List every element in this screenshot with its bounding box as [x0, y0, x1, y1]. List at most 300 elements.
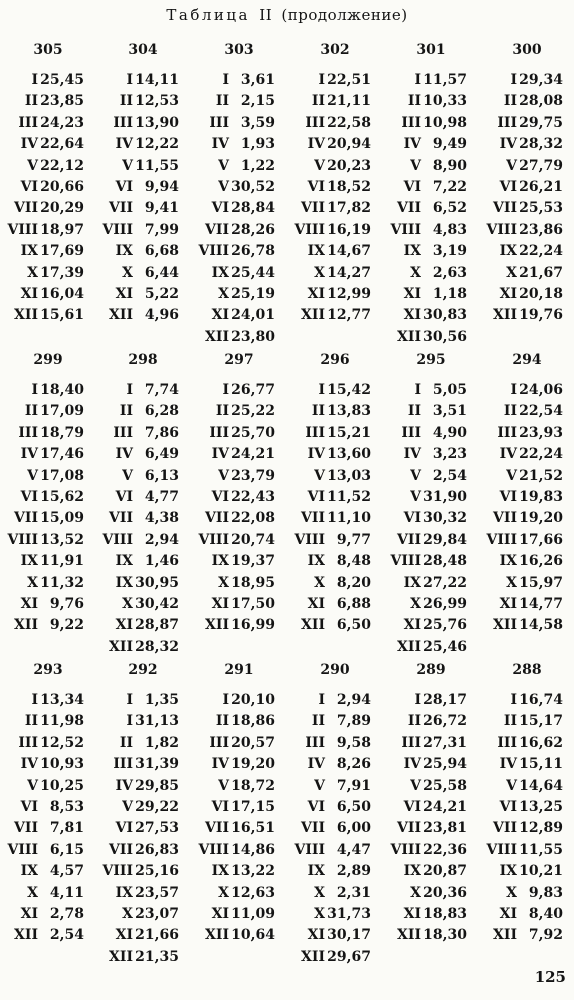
day-value: 30,42 — [135, 596, 179, 612]
table-row — [287, 735, 383, 756]
day-value: 17,50 — [231, 596, 275, 612]
month-numeral: IV — [115, 136, 133, 153]
day-value: 6,68 — [144, 243, 179, 260]
table-row — [287, 820, 383, 841]
day-value: 8,20 — [336, 574, 371, 591]
month-numeral: X — [27, 264, 38, 281]
table-row — [95, 200, 191, 221]
month-numeral: I — [126, 713, 133, 730]
month-numeral: XI — [403, 906, 421, 922]
day-value: 4,96 — [144, 307, 179, 324]
table-row — [479, 713, 574, 734]
month-numeral: IV — [499, 446, 517, 463]
table-row — [0, 115, 96, 136]
month-numeral: VIII — [7, 221, 38, 238]
table-row — [0, 93, 96, 114]
day-value: 6,50 — [336, 617, 371, 634]
table-row — [0, 382, 96, 403]
month-numeral: X — [506, 574, 517, 591]
day-value: 23,57 — [135, 884, 179, 901]
table-row — [191, 906, 287, 927]
table-row — [479, 200, 574, 221]
month-numeral: X — [506, 884, 517, 901]
month-numeral: I — [510, 72, 517, 88]
day-value: 17,15 — [231, 799, 275, 815]
table-row — [191, 307, 287, 328]
table-row — [191, 510, 287, 531]
day-value: 22,51 — [327, 72, 371, 88]
table-row — [191, 243, 287, 264]
table-row — [0, 136, 96, 157]
month-numeral: XI — [20, 596, 38, 612]
day-value: 29,22 — [135, 799, 179, 815]
month-numeral: II — [215, 403, 229, 420]
table-row — [287, 799, 383, 820]
table-row — [191, 222, 287, 243]
table-title-word: Таблица — [166, 6, 250, 24]
month-numeral: XII — [493, 617, 517, 634]
table-row — [191, 115, 287, 136]
month-numeral: I — [126, 382, 133, 398]
table-row — [479, 617, 574, 638]
day-value: 16,04 — [40, 286, 84, 302]
day-value: 24,06 — [519, 382, 563, 398]
day-value: 3,59 — [240, 114, 275, 131]
table-row — [95, 222, 191, 243]
day-value: 24,21 — [231, 446, 275, 463]
day-value: 21,35 — [135, 948, 179, 965]
day-value: 27,31 — [423, 734, 467, 751]
day-value: 16,19 — [327, 221, 371, 238]
month-numeral: X — [122, 906, 133, 922]
day-value: 9,94 — [144, 179, 179, 195]
month-numeral: IV — [499, 136, 517, 153]
month-numeral: X — [218, 286, 229, 302]
month-numeral: I — [126, 72, 133, 88]
month-numeral: IX — [307, 553, 325, 570]
month-numeral: III — [401, 114, 421, 131]
day-value: 16,62 — [519, 734, 563, 751]
day-value: 8,48 — [336, 553, 371, 570]
month-numeral: II — [24, 403, 38, 420]
month-numeral: I — [31, 692, 38, 708]
table-row — [287, 596, 383, 617]
table-row — [0, 735, 96, 756]
table-row — [383, 243, 479, 264]
month-numeral: III — [497, 114, 517, 131]
table-row — [191, 136, 287, 157]
day-value: 22,12 — [40, 157, 84, 174]
table-row — [95, 617, 191, 638]
table-row — [95, 906, 191, 927]
day-value: 19,37 — [231, 553, 275, 570]
table-row — [383, 639, 479, 660]
month-numeral: II — [407, 93, 421, 110]
day-value: 4,90 — [432, 424, 467, 441]
month-numeral: VI — [115, 179, 133, 195]
table-row — [479, 243, 574, 264]
day-value: 6,44 — [144, 264, 179, 281]
month-numeral: VII — [205, 221, 229, 238]
month-numeral: V — [410, 157, 421, 174]
day-value: 26,99 — [423, 596, 467, 612]
month-numeral: IV — [307, 756, 325, 773]
month-numeral: I — [31, 72, 38, 88]
month-numeral: VII — [109, 841, 133, 858]
month-numeral: XII — [205, 328, 229, 345]
table-row — [95, 756, 191, 777]
day-value: 14,77 — [519, 596, 563, 612]
day-value: 14,11 — [135, 72, 179, 88]
month-numeral: X — [27, 574, 38, 591]
month-numeral: II — [311, 713, 325, 730]
table-row — [287, 778, 383, 799]
day-value: 12,53 — [135, 93, 179, 110]
table-row — [383, 820, 479, 841]
month-numeral: II — [311, 403, 325, 420]
month-numeral: I — [414, 382, 421, 398]
table-row — [191, 179, 287, 200]
month-numeral: XI — [307, 286, 325, 302]
table-row — [479, 72, 574, 93]
month-numeral: IX — [403, 863, 421, 880]
day-value: 17,66 — [519, 531, 563, 548]
table-row — [95, 692, 191, 713]
table-row — [0, 553, 96, 574]
month-numeral: XI — [403, 617, 421, 634]
day-value: 15,17 — [519, 713, 563, 730]
day-value: 1,46 — [144, 553, 179, 570]
day-value: 18,72 — [231, 777, 275, 794]
table-row — [479, 532, 574, 553]
day-value: 11,09 — [231, 906, 275, 922]
day-value: 12,22 — [135, 136, 179, 153]
table-row — [0, 72, 96, 93]
table-row — [383, 553, 479, 574]
month-numeral: X — [314, 264, 325, 281]
month-numeral: V — [410, 489, 421, 505]
day-value: 15,09 — [40, 510, 84, 527]
month-numeral: IV — [211, 446, 229, 463]
month-numeral: X — [27, 884, 38, 901]
day-value: 30,17 — [327, 927, 371, 944]
month-numeral: X — [506, 264, 517, 281]
table-row — [479, 906, 574, 927]
day-value: 5,22 — [144, 286, 179, 302]
day-value: 22,08 — [231, 510, 275, 527]
table-row — [191, 532, 287, 553]
day-value: 6,00 — [336, 820, 371, 837]
month-numeral: IV — [20, 136, 38, 153]
table-row — [287, 446, 383, 467]
day-value: 4,83 — [432, 221, 467, 238]
month-numeral: IX — [20, 553, 38, 570]
month-numeral: III — [18, 734, 38, 751]
day-value: 11,57 — [423, 72, 467, 88]
day-value: 2,54 — [49, 927, 84, 944]
table-row — [383, 72, 479, 93]
day-value: 13,83 — [327, 403, 371, 420]
table-row — [95, 286, 191, 307]
table-title-note: (продолжение) — [281, 6, 408, 24]
month-numeral: VII — [109, 510, 133, 527]
day-value: 23,93 — [519, 424, 563, 441]
table-row — [383, 286, 479, 307]
month-numeral: VIII — [102, 221, 133, 238]
table-row — [0, 532, 96, 553]
month-numeral: VI — [403, 799, 421, 815]
month-numeral: X — [122, 596, 133, 612]
day-value: 9,22 — [49, 617, 84, 634]
table-row — [479, 885, 574, 906]
table-row — [479, 778, 574, 799]
month-numeral: V — [314, 777, 325, 794]
month-numeral: I — [222, 692, 229, 708]
day-value: 20,87 — [423, 863, 467, 880]
month-numeral: XII — [397, 328, 421, 345]
month-numeral: III — [305, 114, 325, 131]
day-value: 12,63 — [231, 884, 275, 901]
month-numeral: VII — [397, 820, 421, 837]
table-row — [0, 468, 96, 489]
table-row — [287, 489, 383, 510]
month-numeral: VIII — [390, 221, 421, 238]
day-value: 9,76 — [49, 596, 84, 612]
table-row — [383, 927, 479, 948]
table-row — [383, 158, 479, 179]
day-value: 29,85 — [135, 777, 179, 794]
day-value: 27,22 — [423, 574, 467, 591]
day-value: 15,11 — [519, 756, 563, 773]
month-numeral: XII — [109, 307, 133, 324]
day-value: 3,23 — [432, 446, 467, 463]
table-row — [479, 468, 574, 489]
table-row — [479, 553, 574, 574]
month-numeral: XI — [499, 906, 517, 922]
table-row — [191, 158, 287, 179]
table-title — [0, 6, 574, 24]
column-header: 291 — [224, 662, 254, 678]
table-row — [95, 553, 191, 574]
month-numeral: III — [497, 734, 517, 751]
day-value: 6,13 — [144, 467, 179, 484]
table-row — [191, 842, 287, 863]
month-numeral: III — [18, 424, 38, 441]
table-row — [479, 158, 574, 179]
month-numeral: VI — [211, 489, 229, 505]
month-numeral: IX — [20, 243, 38, 260]
table-row — [383, 329, 479, 350]
day-value: 6,49 — [144, 446, 179, 463]
column-header: 292 — [128, 662, 158, 678]
table-row — [0, 510, 96, 531]
month-numeral: V — [506, 777, 517, 794]
day-value: 18,30 — [423, 927, 467, 944]
table-row — [95, 93, 191, 114]
day-value: 14,86 — [231, 841, 275, 858]
table-row — [287, 553, 383, 574]
month-numeral: IX — [20, 863, 38, 880]
day-value: 22,24 — [519, 446, 563, 463]
day-value: 27,79 — [519, 157, 563, 174]
day-value: 29,84 — [423, 531, 467, 548]
day-value: 17,08 — [40, 467, 84, 484]
day-value: 6,88 — [336, 596, 371, 612]
table-row — [287, 713, 383, 734]
month-numeral: III — [113, 114, 133, 131]
day-value: 8,53 — [49, 799, 84, 815]
month-numeral: VI — [307, 489, 325, 505]
month-numeral: VIII — [486, 531, 517, 548]
day-value: 28,32 — [519, 136, 563, 153]
table-row — [287, 906, 383, 927]
table-row — [479, 382, 574, 403]
table-row — [383, 93, 479, 114]
month-numeral: I — [414, 72, 421, 88]
month-numeral: III — [401, 424, 421, 441]
day-value: 20,23 — [327, 157, 371, 174]
table-row — [0, 863, 96, 884]
day-value: 23,86 — [519, 221, 563, 238]
column-header: 298 — [128, 352, 158, 368]
day-value: 25,58 — [423, 777, 467, 794]
table-row — [191, 403, 287, 424]
month-numeral: V — [506, 467, 517, 484]
month-numeral: VII — [397, 200, 421, 217]
month-numeral: IX — [403, 574, 421, 591]
month-numeral: VI — [20, 799, 38, 815]
month-numeral: II — [503, 93, 517, 110]
month-numeral: VII — [205, 510, 229, 527]
table-row — [383, 617, 479, 638]
month-numeral: VI — [499, 489, 517, 505]
month-numeral: IV — [115, 777, 133, 794]
column-header: 293 — [33, 662, 63, 678]
table-row — [287, 575, 383, 596]
table-row — [0, 286, 96, 307]
month-numeral: II — [215, 93, 229, 110]
day-value: 20,10 — [231, 692, 275, 708]
day-value: 14,58 — [519, 617, 563, 634]
month-numeral: VI — [211, 799, 229, 815]
table-row — [383, 510, 479, 531]
table-row — [383, 532, 479, 553]
day-value: 30,52 — [231, 179, 275, 195]
column-header: 296 — [320, 352, 350, 368]
day-value: 25,70 — [231, 424, 275, 441]
table-row — [191, 692, 287, 713]
month-numeral: XI — [403, 307, 421, 324]
table-row — [479, 927, 574, 948]
table-row — [95, 863, 191, 884]
column-header: 302 — [320, 42, 350, 58]
month-numeral: III — [209, 734, 229, 751]
table-row — [479, 115, 574, 136]
table-row — [191, 617, 287, 638]
day-value: 20,74 — [231, 531, 275, 548]
day-value: 24,21 — [423, 799, 467, 815]
table-row — [0, 446, 96, 467]
day-value: 28,17 — [423, 692, 467, 708]
month-numeral: III — [18, 114, 38, 131]
day-value: 31,39 — [135, 756, 179, 773]
table-row — [0, 222, 96, 243]
month-numeral: IX — [115, 884, 133, 901]
table-row — [287, 307, 383, 328]
month-numeral: XII — [205, 927, 229, 944]
month-numeral: VIII — [198, 531, 229, 548]
day-value: 14,64 — [519, 777, 563, 794]
day-value: 25,94 — [423, 756, 467, 773]
table-row — [191, 756, 287, 777]
day-value: 29,75 — [519, 114, 563, 131]
month-numeral: VI — [307, 799, 325, 815]
day-value: 25,44 — [231, 264, 275, 281]
day-value: 17,46 — [40, 446, 84, 463]
table-row — [95, 927, 191, 948]
day-value: 17,39 — [40, 264, 84, 281]
table-row — [0, 617, 96, 638]
column-header: 299 — [33, 352, 63, 368]
table-row — [191, 799, 287, 820]
table-row — [383, 403, 479, 424]
table-row — [95, 639, 191, 660]
day-value: 22,64 — [40, 136, 84, 153]
month-numeral: I — [31, 382, 38, 398]
day-value: 19,20 — [231, 756, 275, 773]
table-row — [0, 842, 96, 863]
day-value: 22,54 — [519, 403, 563, 420]
day-value: 26,78 — [231, 243, 275, 260]
month-numeral: X — [410, 264, 421, 281]
day-value: 1,18 — [432, 286, 467, 302]
day-value: 20,29 — [40, 200, 84, 217]
column-header: 289 — [416, 662, 446, 678]
month-numeral: VIII — [294, 531, 325, 548]
day-value: 28,48 — [423, 553, 467, 570]
column-header: 301 — [416, 42, 446, 58]
column-header: 294 — [512, 352, 542, 368]
table-row — [479, 489, 574, 510]
table-row — [95, 713, 191, 734]
day-value: 1,35 — [144, 692, 179, 708]
table-row — [287, 179, 383, 200]
day-value: 16,26 — [519, 553, 563, 570]
day-value: 7,91 — [336, 777, 371, 794]
day-value: 25,46 — [423, 638, 467, 655]
day-value: 1,82 — [144, 734, 179, 751]
table-row — [0, 713, 96, 734]
month-numeral: II — [215, 713, 229, 730]
day-value: 23,80 — [231, 328, 275, 345]
table-row — [95, 307, 191, 328]
month-numeral: IV — [403, 446, 421, 463]
month-numeral: IV — [115, 446, 133, 463]
day-value: 4,11 — [49, 884, 84, 901]
month-numeral: IV — [211, 756, 229, 773]
day-value: 21,66 — [135, 927, 179, 944]
day-value: 13,03 — [327, 467, 371, 484]
day-value: 29,67 — [327, 948, 371, 965]
month-numeral: I — [222, 382, 229, 398]
day-value: 21,67 — [519, 264, 563, 281]
table-row — [95, 735, 191, 756]
day-value: 9,58 — [336, 734, 371, 751]
table-row — [383, 307, 479, 328]
day-value: 11,52 — [327, 489, 371, 505]
month-numeral: XII — [301, 948, 325, 965]
month-numeral: VI — [307, 179, 325, 195]
